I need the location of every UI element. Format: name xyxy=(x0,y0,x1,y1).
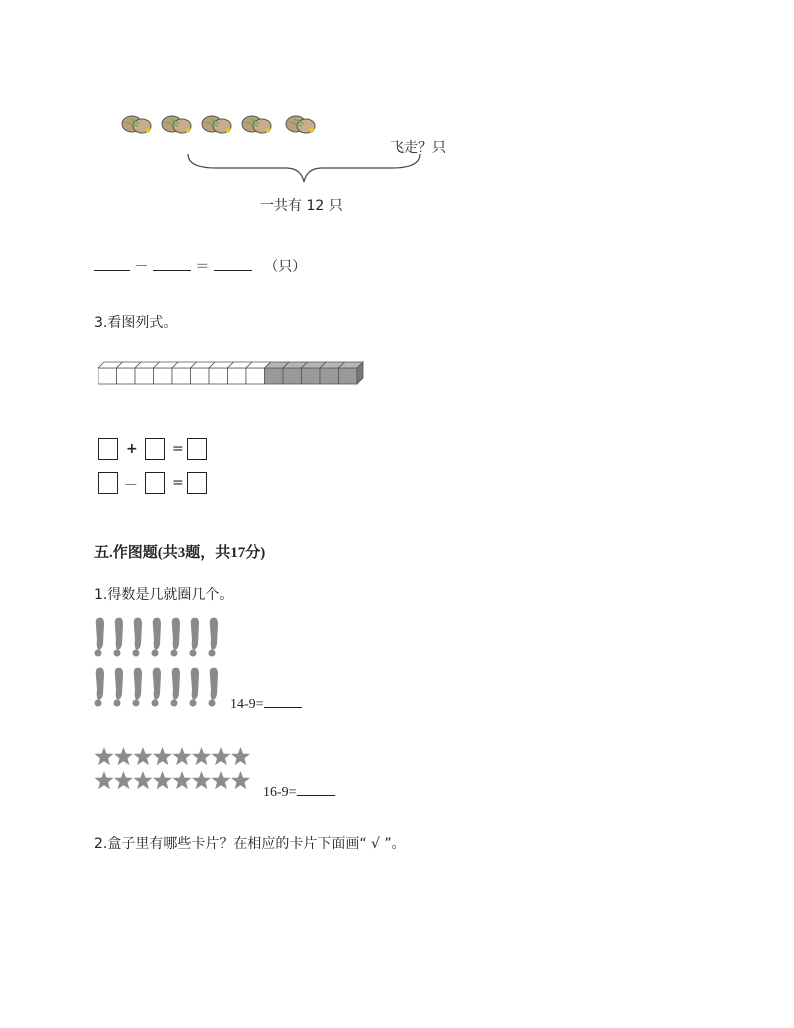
star-icon xyxy=(94,771,113,789)
answer-blank-3[interactable] xyxy=(214,256,252,271)
feather-icon xyxy=(152,618,162,657)
feather-icon xyxy=(190,668,200,707)
equals-sign: ＝ xyxy=(195,259,210,275)
star-icon xyxy=(192,747,211,765)
star-icon xyxy=(133,771,152,789)
answer-box[interactable] xyxy=(187,438,207,460)
star-icon xyxy=(192,771,211,789)
star-group xyxy=(94,746,258,792)
gray-cube xyxy=(283,368,302,384)
butterfly-icon xyxy=(242,116,271,133)
answer-blank-2[interactable] xyxy=(153,256,191,271)
star-icon xyxy=(172,771,191,789)
butterfly-group xyxy=(118,110,328,140)
gray-cube xyxy=(339,368,358,384)
answer-box[interactable] xyxy=(98,472,118,494)
gray-cube xyxy=(302,368,321,384)
answer-box[interactable] xyxy=(145,438,165,460)
expression-text: 16-9= xyxy=(263,785,297,800)
minus-sign: － xyxy=(134,259,149,275)
p1-title: 1.得数是几就圈几个。 xyxy=(94,587,234,603)
butterfly-row xyxy=(118,110,328,140)
star-grid xyxy=(94,746,258,792)
white-cube xyxy=(228,368,247,384)
expr-16-9 xyxy=(263,781,335,801)
feather-icon xyxy=(114,668,124,707)
feather-icon xyxy=(171,668,181,707)
white-cube xyxy=(154,368,173,384)
section-heading: 五.作图题(共3题，共17分) xyxy=(94,545,266,561)
feather-icon xyxy=(209,618,219,657)
brace-icon xyxy=(186,152,422,186)
star-icon xyxy=(211,771,230,789)
feather-grid xyxy=(92,616,232,712)
answer-blank[interactable] xyxy=(297,781,335,796)
answer-blank-1[interactable] xyxy=(94,256,130,271)
cube-bar xyxy=(98,360,366,386)
total-label: 一共有 12 只 xyxy=(260,198,343,214)
fly-away-label: 飞走？只 xyxy=(390,140,446,156)
star-icon xyxy=(172,747,191,765)
answer-box[interactable] xyxy=(98,438,118,460)
butterfly-icon xyxy=(162,116,191,133)
feather-group xyxy=(92,616,232,712)
star-icon xyxy=(94,747,113,765)
equals-sign: = xyxy=(172,441,184,457)
white-cube xyxy=(117,368,136,384)
expr-14-9 xyxy=(230,693,302,713)
white-cube xyxy=(191,368,210,384)
white-cube xyxy=(135,368,154,384)
star-icon xyxy=(231,771,250,789)
answer-box[interactable] xyxy=(145,472,165,494)
feather-icon xyxy=(133,618,143,657)
p2-title: 2.盒子里有哪些卡片？在相应的卡片下面画“ √ ”。 xyxy=(94,836,406,852)
answer-blank[interactable] xyxy=(264,693,302,708)
star-icon xyxy=(133,747,152,765)
gray-cube xyxy=(265,368,284,384)
minus-sign: － xyxy=(124,478,138,494)
star-icon xyxy=(153,771,172,789)
gray-cube xyxy=(320,368,339,384)
star-icon xyxy=(211,747,230,765)
feather-icon xyxy=(171,618,181,657)
butterfly-icon xyxy=(202,116,231,133)
feather-icon xyxy=(190,618,200,657)
feather-icon xyxy=(95,618,105,657)
expression-text: 14-9= xyxy=(230,697,264,712)
cube-bar-svg xyxy=(98,360,366,386)
butterfly-icon xyxy=(286,116,315,133)
star-icon xyxy=(231,747,250,765)
feather-icon xyxy=(133,668,143,707)
feather-icon xyxy=(152,668,162,707)
feather-icon xyxy=(209,668,219,707)
white-cube xyxy=(172,368,191,384)
unit-label: （只） xyxy=(264,259,307,275)
answer-box[interactable] xyxy=(187,472,207,494)
plus-sign: + xyxy=(126,441,138,457)
star-icon xyxy=(114,771,133,789)
equals-sign: = xyxy=(172,475,184,491)
butterfly-icon xyxy=(122,116,151,133)
white-cube xyxy=(246,368,265,384)
feather-icon xyxy=(95,668,105,707)
star-icon xyxy=(153,747,172,765)
feather-icon xyxy=(114,618,124,657)
white-cube xyxy=(209,368,228,384)
star-icon xyxy=(114,747,133,765)
equation-line xyxy=(94,256,306,276)
white-cube xyxy=(98,368,117,384)
q3-title: 3.看图列式。 xyxy=(94,315,178,331)
brace xyxy=(186,152,422,186)
